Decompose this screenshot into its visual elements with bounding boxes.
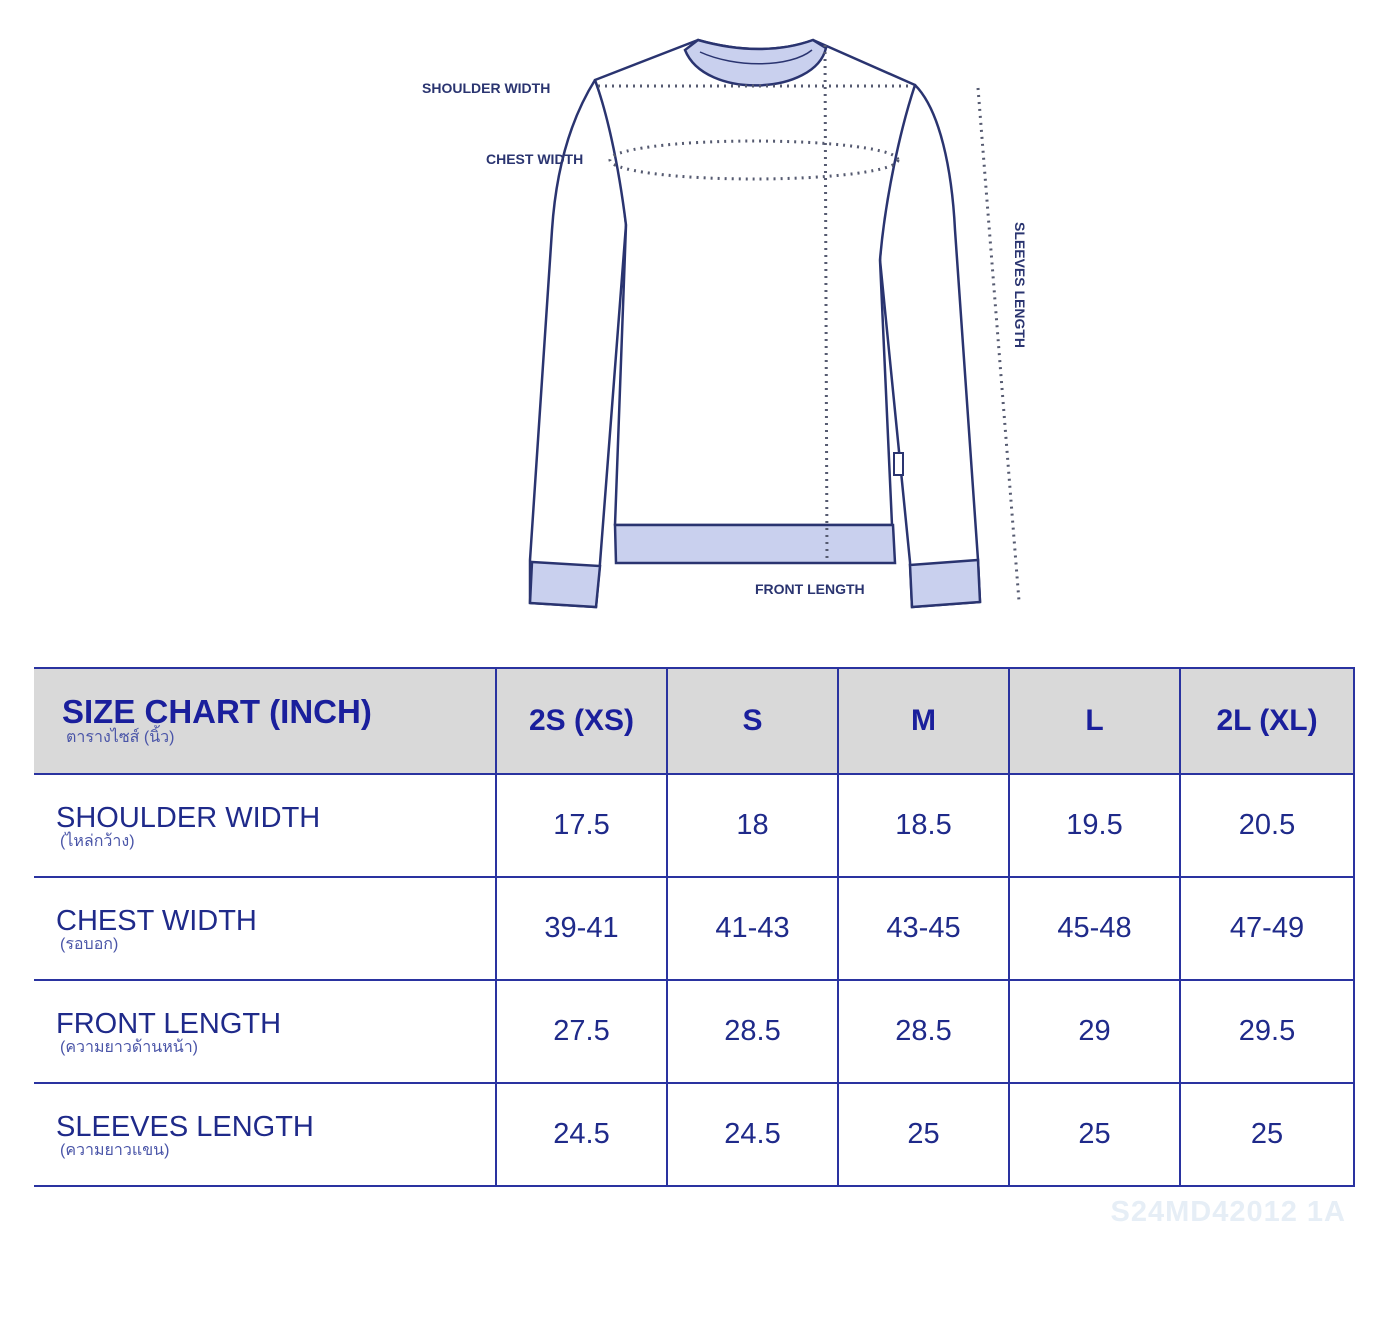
front-length-label: FRONT LENGTH xyxy=(755,581,865,597)
table-row xyxy=(34,980,1354,1083)
row-label-cell xyxy=(34,877,496,980)
table-cell: 39-41 xyxy=(496,877,667,980)
table-row xyxy=(34,877,1354,980)
row-label-thai: (ไหล่กว้าง) xyxy=(60,832,135,850)
size-chart-title: SIZE CHART (INCH) xyxy=(62,693,372,730)
table-cell: 45-48 xyxy=(1009,877,1180,980)
size-header-2s-xs: 2S (XS) xyxy=(496,668,667,774)
table-cell: 19.5 xyxy=(1009,774,1180,877)
table-cell: 28.5 xyxy=(667,980,838,1083)
shoulder-width-label: SHOULDER WIDTH xyxy=(422,80,551,96)
table-cell: 24.5 xyxy=(667,1083,838,1186)
row-label-cell xyxy=(34,980,496,1083)
row-label: SLEEVES LENGTH xyxy=(56,1110,314,1143)
table-cell: 41-43 xyxy=(667,877,838,980)
size-header-l: L xyxy=(1009,668,1180,774)
table-cell: 29 xyxy=(1009,980,1180,1083)
table-cell: 24.5 xyxy=(496,1083,667,1186)
table-row xyxy=(34,1083,1354,1186)
row-label-thai: (ความยาวด้านหน้า) xyxy=(60,1038,198,1056)
table-cell: 25 xyxy=(838,1083,1009,1186)
row-label-thai: (ความยาวแขน) xyxy=(60,1141,170,1159)
table-cell: 25 xyxy=(1180,1083,1354,1186)
sweatshirt-measurement-diagram xyxy=(0,0,1382,640)
table-cell: 25 xyxy=(1009,1083,1180,1186)
row-label: CHEST WIDTH xyxy=(56,904,257,937)
table-cell: 18.5 xyxy=(838,774,1009,877)
size-header-row xyxy=(34,668,1354,774)
row-label-thai: (รอบอก) xyxy=(60,935,119,953)
row-label: SHOULDER WIDTH xyxy=(56,801,321,834)
table-cell: 47-49 xyxy=(1180,877,1354,980)
torso xyxy=(595,40,915,525)
row-label: FRONT LENGTH xyxy=(56,1007,282,1040)
size-chart-title-thai: ตารางไซส์ (นิ้ว) xyxy=(66,729,175,746)
row-label-cell xyxy=(34,774,496,877)
table-cell: 28.5 xyxy=(838,980,1009,1083)
table-cell: 17.5 xyxy=(496,774,667,877)
product-code: S24MD42012 1A xyxy=(1110,1196,1346,1228)
size-header-2l-xl: 2L (XL) xyxy=(1180,668,1354,774)
table-cell: 43-45 xyxy=(838,877,1009,980)
row-label-cell xyxy=(34,1083,496,1186)
size-chart-title-cell xyxy=(34,668,496,774)
size-chart-table xyxy=(34,667,1355,1187)
size-header-m: M xyxy=(838,668,1009,774)
table-cell: 27.5 xyxy=(496,980,667,1083)
size-header-s: S xyxy=(667,668,838,774)
hem-band xyxy=(615,525,895,563)
table-cell: 18 xyxy=(667,774,838,877)
table-cell: 29.5 xyxy=(1180,980,1354,1083)
table-row xyxy=(34,774,1354,877)
right-cuff xyxy=(910,560,980,607)
left-cuff xyxy=(530,562,600,607)
sleeves-length-label: SLEEVES LENGTH xyxy=(1012,222,1028,349)
table-cell: 20.5 xyxy=(1180,774,1354,877)
side-tag xyxy=(894,453,903,475)
chest-width-label: CHEST WIDTH xyxy=(486,151,584,167)
